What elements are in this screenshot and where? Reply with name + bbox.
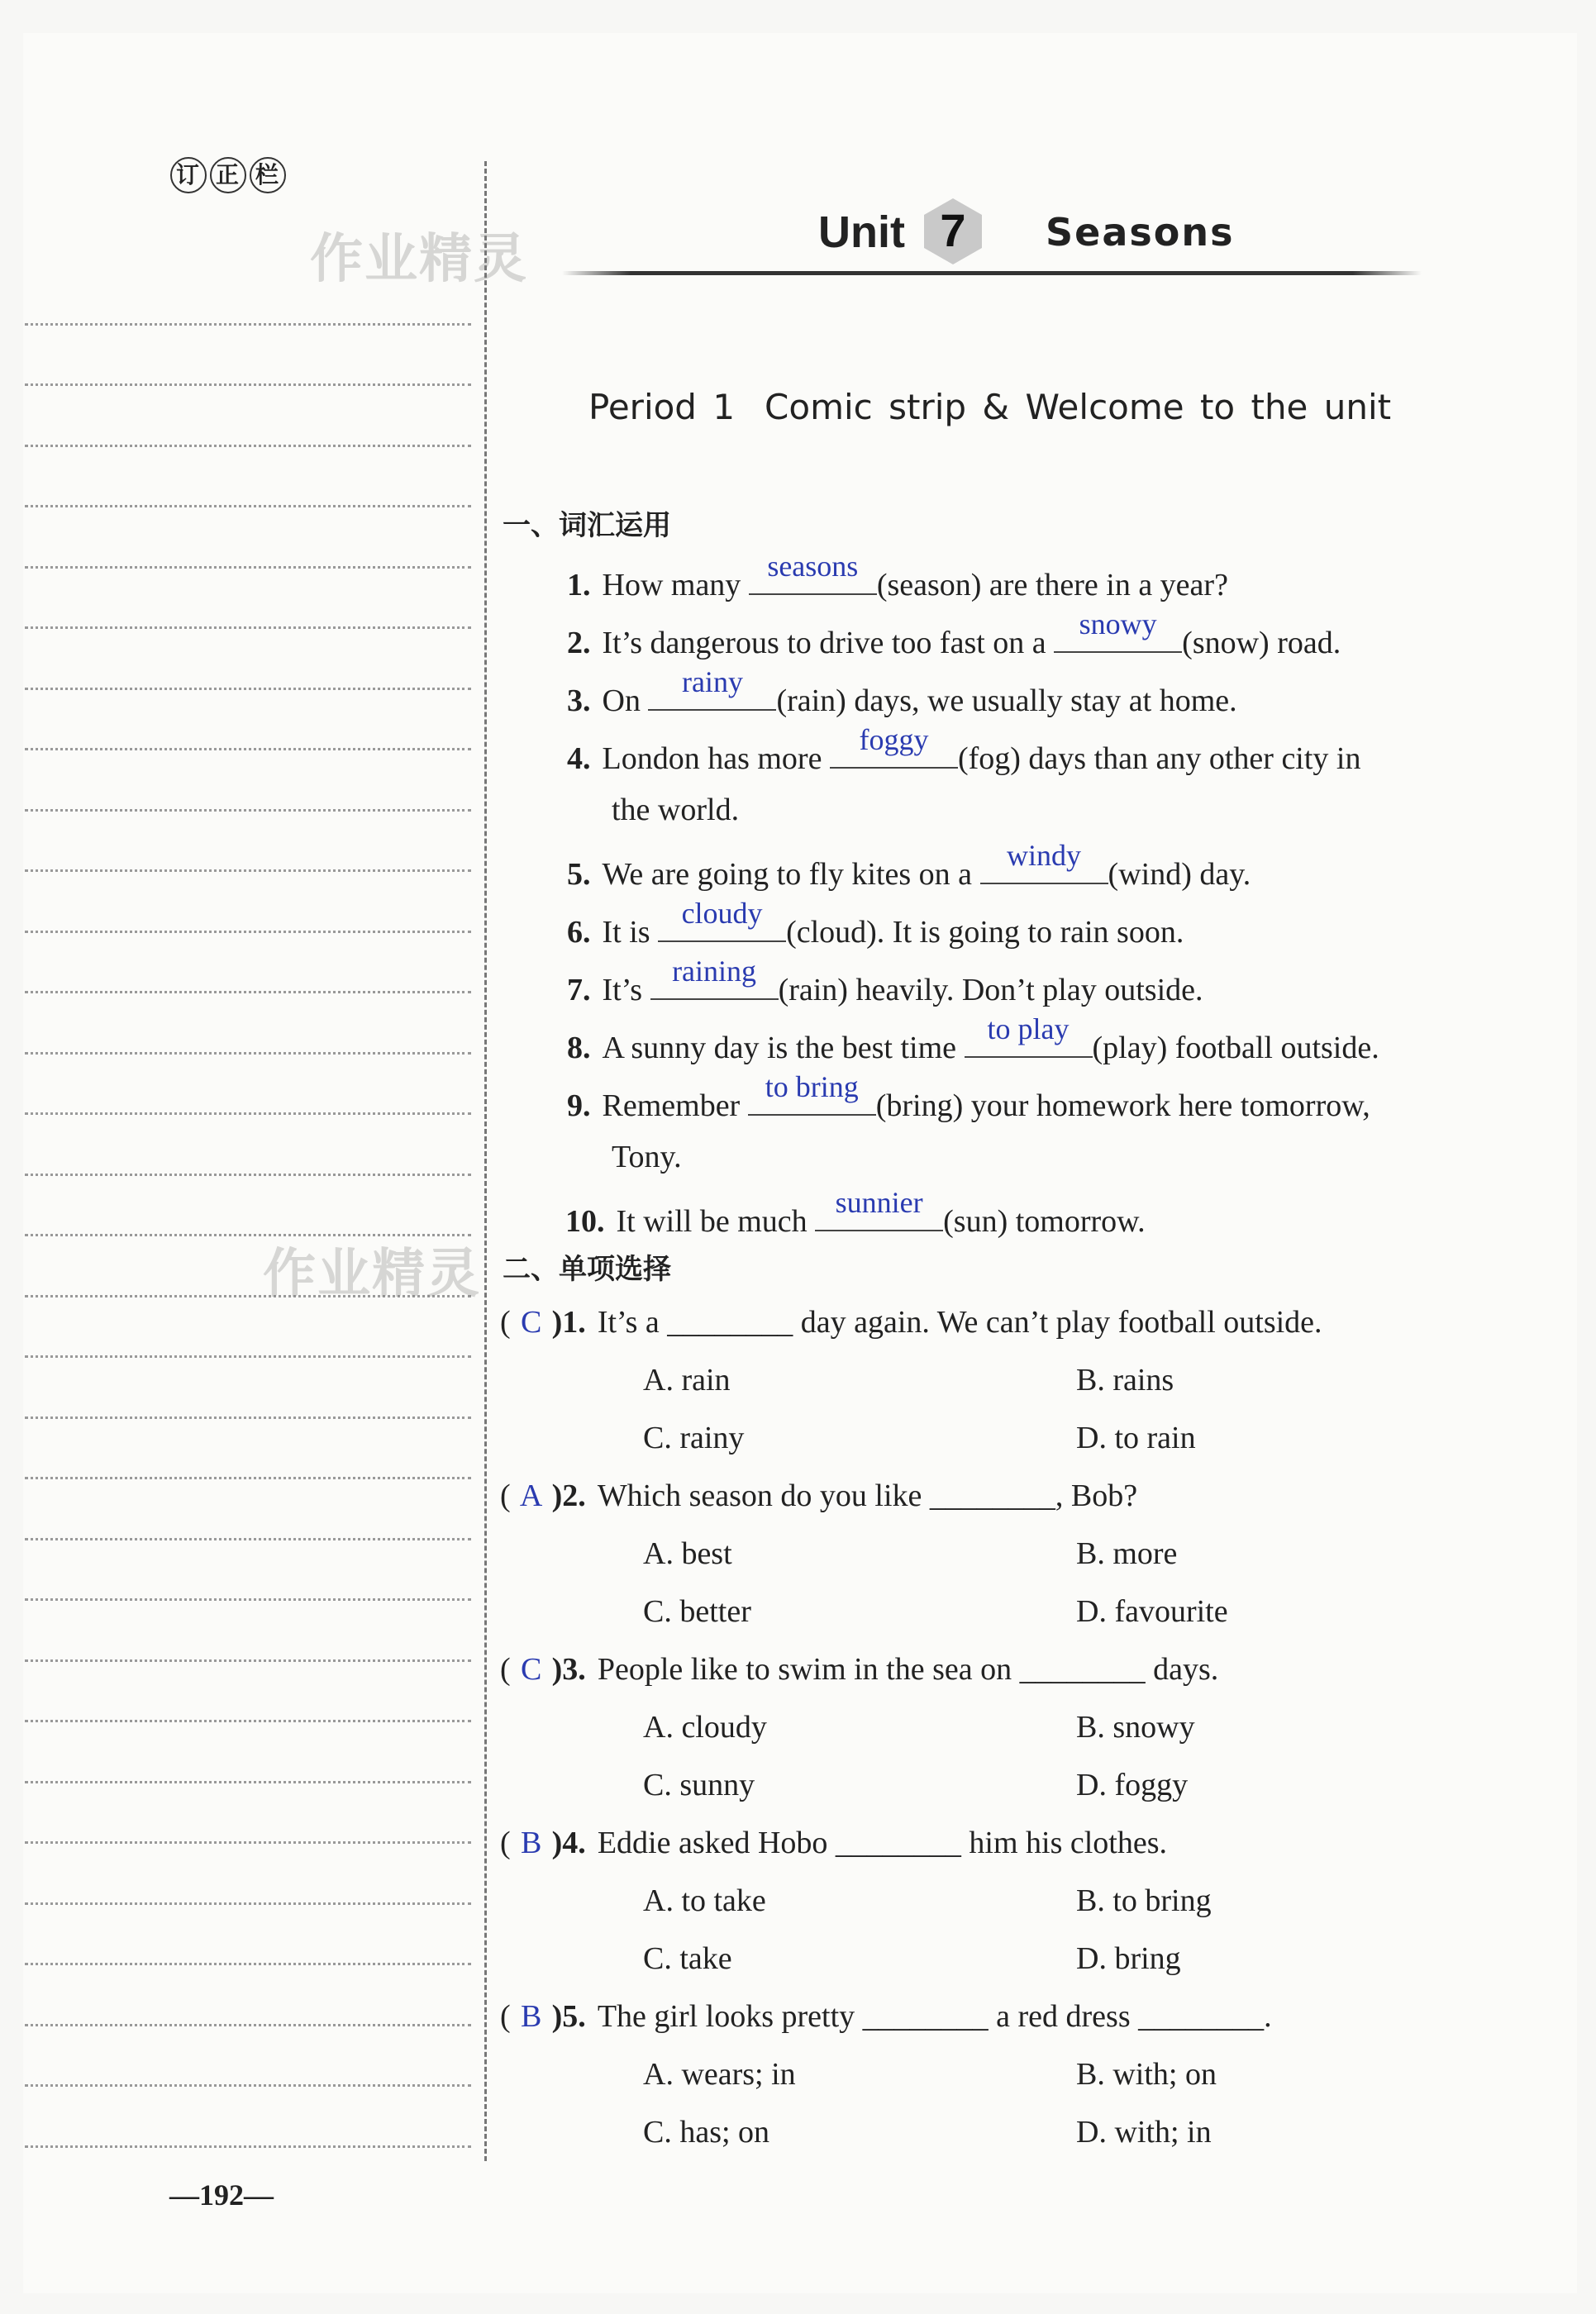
question-text: (rain) heavily. Don’t play outside.: [778, 973, 1203, 1007]
question-text: It’s dangerous to drive too fast on a: [602, 626, 1055, 660]
question-number: 5.: [567, 857, 591, 892]
question-stem: The girl looks pretty ________ a red dress ________.: [597, 1999, 1272, 2034]
option-b: B. rains: [1076, 1363, 1174, 1397]
question-number: 9.: [567, 1088, 591, 1123]
page-number: —192—: [169, 2178, 274, 2212]
answer-blank: [749, 550, 877, 595]
answer-blank: [815, 1186, 943, 1231]
answer-blank: [658, 897, 786, 942]
question-text: (play) football outside.: [1092, 1031, 1379, 1065]
question-row: [567, 665, 1237, 719]
question-stem: People like to swim in the sea on ________ days.: [597, 1652, 1219, 1687]
question-text: It will be much: [616, 1204, 816, 1239]
question-text: We are going to fly kites on a: [602, 857, 980, 892]
filled-answer: seasons: [767, 550, 859, 583]
question-row: [567, 897, 1184, 950]
answer-blank: [980, 839, 1108, 884]
label-char: 正: [210, 157, 246, 193]
question-number: )4.: [551, 1826, 586, 1860]
question-number: )3.: [551, 1652, 586, 1687]
question-text: Remember: [602, 1088, 748, 1123]
filled-answer: to bring: [765, 1070, 859, 1103]
option-b: B. to bring: [1076, 1883, 1212, 1918]
label-char: 栏: [250, 157, 286, 193]
column-divider: [484, 161, 487, 2161]
period-label: Period 1: [588, 387, 736, 427]
mc-paren-open: (: [500, 1652, 511, 1687]
answer-blank: [648, 665, 776, 711]
question-text: (fog) days than any other city in: [957, 741, 1361, 776]
question-row: [565, 1186, 1146, 1240]
mc-question-row: [500, 1998, 1272, 2035]
question-text: (sun) tomorrow.: [943, 1204, 1146, 1239]
question-stem: Which season do you like ________, Bob?: [597, 1478, 1138, 1513]
filled-answer: foggy: [859, 723, 929, 756]
option-c: C. rainy: [643, 1421, 745, 1455]
mc-answer: A: [519, 1478, 543, 1513]
filled-answer: rainy: [681, 665, 743, 698]
question-number: 3.: [567, 683, 591, 718]
question-text: London has more: [602, 741, 830, 776]
period-heading: [588, 387, 1391, 427]
question-row: [567, 1012, 1379, 1066]
mc-paren-open: (: [500, 1478, 511, 1513]
question-row: [567, 955, 1203, 1008]
answer-blank: [748, 1070, 876, 1116]
mc-answer: C: [520, 1305, 542, 1340]
filled-answer: to play: [987, 1012, 1070, 1045]
option-b: B. with; on: [1076, 2057, 1217, 2092]
answer-blank: [965, 1012, 1093, 1058]
section-title: 一、词汇运用: [503, 509, 671, 542]
question-text: (snow) road.: [1182, 626, 1341, 660]
option-d: D. with; in: [1076, 2115, 1212, 2150]
question-number: 10.: [565, 1204, 605, 1239]
filled-answer: cloudy: [681, 897, 763, 930]
mc-question-row: [500, 1304, 1322, 1340]
mc-answer: C: [520, 1652, 542, 1687]
question-row: [567, 550, 1228, 603]
watermark: 作业精灵: [263, 1244, 481, 1305]
question-number: )2.: [551, 1478, 586, 1513]
question-number: 2.: [567, 626, 591, 660]
option-b: B. snowy: [1076, 1710, 1195, 1745]
option-b: B. more: [1076, 1536, 1178, 1571]
filled-answer: sunnier: [835, 1186, 923, 1219]
option-a: A. rain: [643, 1363, 731, 1397]
unit-title: Seasons: [1046, 210, 1235, 255]
mc-answer: B: [520, 1999, 542, 2034]
mc-paren-open: (: [500, 1305, 511, 1340]
option-c: C. sunny: [643, 1768, 755, 1802]
question-stem: It’s a ________ day again. We can’t play football outside.: [597, 1305, 1322, 1340]
question-number: 4.: [567, 741, 591, 776]
question-number: 7.: [567, 973, 591, 1007]
question-text: A sunny day is the best time: [602, 1031, 965, 1065]
section-title: 二、单项选择: [503, 1253, 671, 1286]
correction-column-label: [170, 157, 289, 193]
mc-question-row: [500, 1825, 1167, 1861]
correction-ruled-lines: [25, 264, 471, 2148]
mc-paren-open: (: [500, 1826, 511, 1860]
unit-word: Unit: [818, 207, 905, 257]
question-text: It’s: [602, 973, 650, 1007]
question-text: (bring) your homework here tomorrow,: [875, 1088, 1370, 1123]
question-stem: Eddie asked Hobo ________ him his clothes.: [597, 1826, 1168, 1860]
mc-paren-open: (: [500, 1999, 511, 2034]
question-text: (cloud). It is going to rain soon.: [786, 915, 1184, 950]
option-d: D. to rain: [1076, 1421, 1196, 1455]
option-d: D. bring: [1076, 1941, 1181, 1976]
option-a: A. cloudy: [643, 1710, 767, 1745]
option-c: C. better: [643, 1594, 751, 1629]
question-row: [567, 839, 1251, 893]
question-text: (wind) day.: [1108, 857, 1251, 892]
option-c: C. has; on: [643, 2115, 770, 2150]
header-rule: [562, 271, 1422, 275]
question-number: 1.: [567, 568, 591, 602]
answer-blank: [1054, 607, 1182, 653]
question-row: [567, 723, 1361, 777]
period-title: Comic strip & Welcome to the unit: [765, 387, 1392, 427]
option-a: A. wears; in: [643, 2057, 796, 2092]
option-d: D. foggy: [1076, 1768, 1189, 1802]
option-c: C. take: [643, 1941, 732, 1976]
option-a: A. to take: [643, 1883, 766, 1918]
filled-answer: snowy: [1079, 607, 1157, 640]
unit-header: [562, 198, 1422, 289]
question-number: 8.: [567, 1031, 591, 1065]
question-text: (season) are there in a year?: [876, 568, 1228, 602]
filled-answer: windy: [1007, 839, 1082, 872]
option-a: A. best: [643, 1536, 732, 1571]
watermark: 作业精灵: [310, 229, 528, 290]
answer-blank: [650, 955, 779, 1000]
question-number: )1.: [551, 1305, 586, 1340]
question-text: On: [602, 683, 649, 718]
question-text: (rain) days, we usually stay at home.: [776, 683, 1237, 718]
filled-answer: raining: [672, 955, 757, 988]
question-number: 6.: [567, 915, 591, 950]
question-row: [567, 607, 1341, 661]
question-continuation: the world.: [612, 793, 740, 827]
option-d: D. favourite: [1076, 1594, 1228, 1629]
mc-answer: B: [520, 1826, 542, 1860]
mc-question-row: [500, 1478, 1137, 1514]
question-text: How many: [602, 568, 749, 602]
question-text: It is: [602, 915, 659, 950]
unit-number: 7: [940, 204, 966, 256]
label-char: 订: [170, 157, 207, 193]
question-row: [567, 1070, 1370, 1124]
question-number: )5.: [551, 1999, 586, 2034]
mc-question-row: [500, 1651, 1218, 1688]
answer-blank: [830, 723, 958, 769]
question-continuation: Tony.: [612, 1140, 682, 1174]
